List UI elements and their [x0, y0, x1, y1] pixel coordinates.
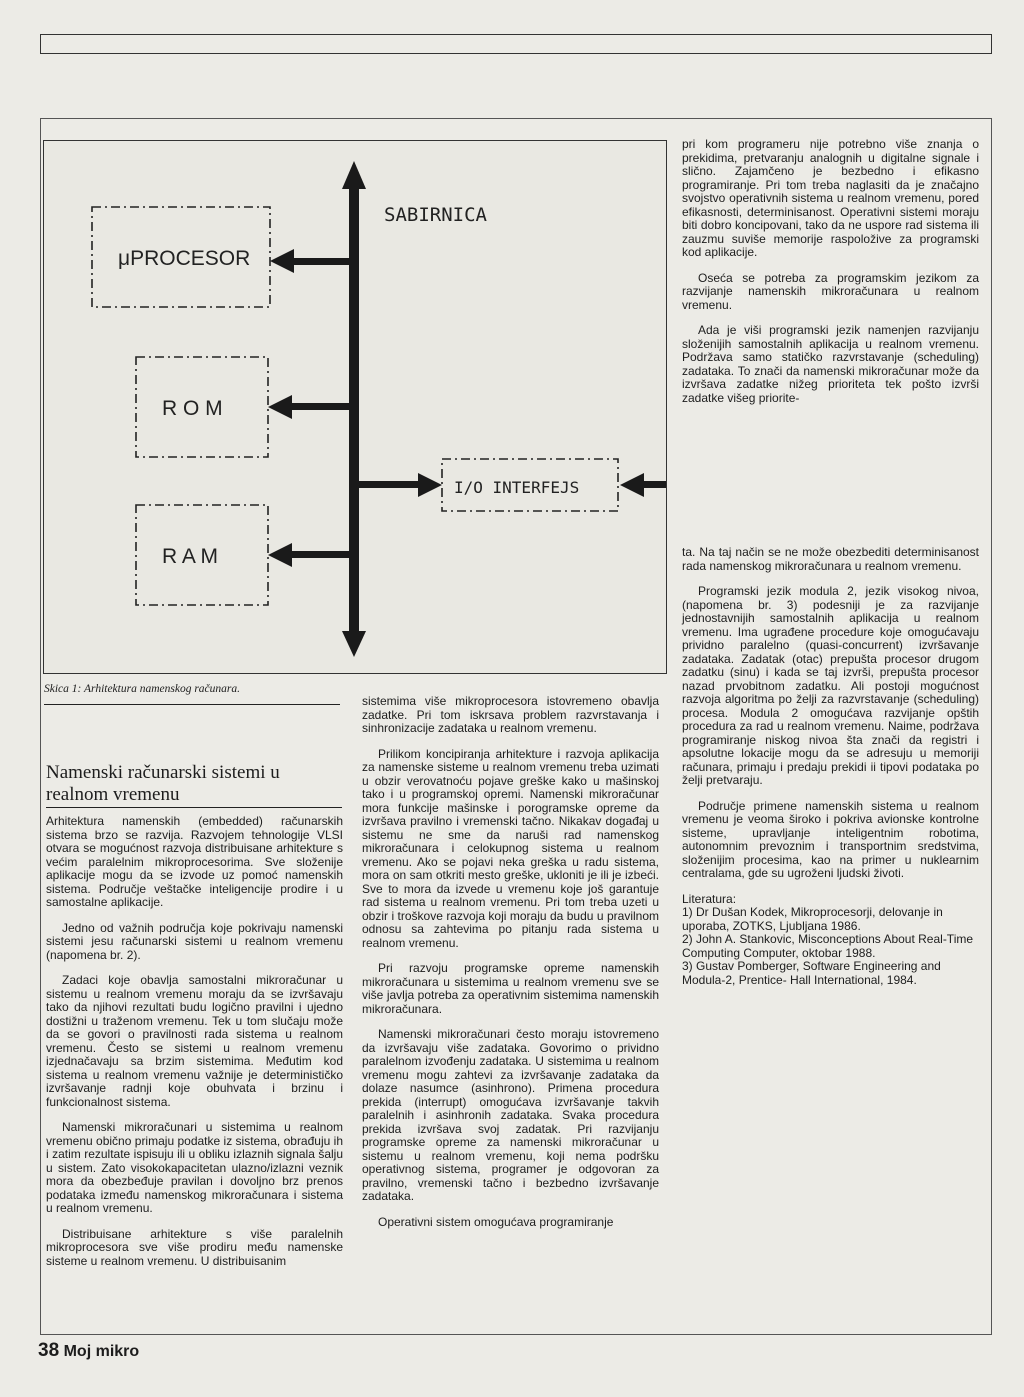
top-frame	[40, 34, 992, 54]
paragraph: ta. Na taj način se ne može obezbediti determinisanost rada namenskog mikroračunara u realnom vremenu.	[682, 545, 979, 573]
paragraph: Arhitektura namenskih (embedded) računarskih sistema brzo se razvija. Razvojem tehnologije VLSI otvara se mogućnost razvoja distribuisane arhitekture s većim paralelnim mikroprocesorima. Sve složenije aplikacije mogu da se izvode uz pomoć namenskih sistema. Područje veštačke inteligencije prodire i u samostalne aplikacije.	[46, 814, 343, 909]
paragraph: Područje primene namenskih sistema u realnom vremenu je veoma široko i pokriva avionske kontrolne sisteme, upravljanje inteligentnim robotima, autonomnim prevoznim i transportnim sredstvima, složenijim procesima, kao na primer u nuklearnim centralama, gde su ugroženi ljudski životi.	[682, 798, 979, 880]
bus-arrow-top	[342, 161, 366, 189]
ext-arrow-left	[620, 473, 644, 497]
paragraph: Distribuisane arhitekture s više paralelnih mikroprocesora sve više prodiru među namenske sisteme u realnom vremenu. U distribuisanim	[46, 1226, 343, 1268]
caption-divider	[44, 704, 340, 705]
paragraph: pri kom programeru nije potrebno više znanja o prekidima, pretvaranju analognih u digitalne signale i slično. Zajamčeno je bezbedno i efikasno programiranje. Pri tom treba naglasiti da je značajno svojstvo operativnih sistema u realnom vremenu, pored efikasnosti, determinisanost. Operativni sistemi moraju biti dobro koncipovani, tako da ne uspore rad sistema ili zauzmu suviše memorije raspoložive za programski kod aplikacije.	[682, 137, 979, 259]
cpu-label: μPROCESOR	[118, 247, 251, 270]
literature-item: 2) John A. Stankovic, Misconceptions About Real-Time Computing Computer, oktobar 1988.	[682, 932, 974, 960]
literature-list	[682, 893, 979, 988]
paragraph: sistemima više mikroprocesora istovremeno obavlja zadatke. Pri tom iskrsava problem razvrstavanja i sinhronizacije zadataka u realnom vremenu.	[362, 694, 659, 735]
column-3-top	[682, 138, 979, 417]
io-arrowhead	[418, 473, 442, 497]
rom-arrowhead	[268, 395, 292, 419]
paragraph: Programski jezik modula 2, jezik visokog nivoa, (napomena br. 3) podesniji je za razvijanje jednostavnijih samostalnih aplikacija u realnom vremenu. Ima ugrađene procedure koje omogućavaju prividno paralelno (quasi-concurrent) izvršavanje zadataka. Zadatak (otac) prepušta procesor drugom zadatku (sinu) i kada se taj izvrši, prepušta procesor nazad prvobitnom zadatku. Ali postoji mogućnost razvoja algoritma po želji za razvrstavanje (scheduling) procesa. Modula 2 omogućava razvijanje opštih procedura za rad u realnom vremenu. Naime, podržava programiranje niskog nivoa šta znači da registri i apsolutne lokacije mogu da se adresuju u memoriji računara, primaju i predaju prekidi ii tipovi podataka po želji pretvaraju.	[682, 584, 979, 787]
io-connector	[356, 481, 422, 488]
ram-arrowhead	[268, 543, 292, 567]
column-2	[362, 695, 659, 1241]
literature-item: 1) Dr Dušan Kodek, Mikroprocesorji, delovanje in uporaba, ZOTKS, Ljubljana 1986.	[682, 905, 943, 933]
paragraph: Oseća se potreba za programskim jezikom za razvijanje namenskih mikroračunara u realnom vremenu.	[682, 270, 979, 312]
literature-title: Literatura:	[682, 891, 737, 906]
bus-label: SABIRNICA	[384, 204, 487, 226]
column-3-bottom	[682, 546, 979, 987]
literature-item: 3) Gustav Pomberger, Software Engineering and Modula-2, Prentice- Hall International, 1984.	[682, 959, 941, 987]
paragraph: Namenski mikroračunari u sistemima u realnom vremenu obično primaju podatke iz sistema, obrađuju ih i zatim rezultate ispisuju ili u obliku izlaznih signala šalju u sistem. Zato visokokapacitetan ulazno/izlazni veznik mora da obezbeđuje pravilan i dovoljno brz prenos podataka između namenskog mikroračunara i sistema u realnom vremenu.	[46, 1120, 343, 1215]
ram-connector	[290, 551, 352, 558]
article-headline: Namenski računarski sistemi u realnom vremenu	[46, 762, 280, 805]
paragraph: Ada je viši programski jezik namenjen razvijanju složenijih samostalnih aplikacija u realnom vremenu. Podržava samo statičko razvrstavanje (scheduling) zadataka. To znači da namenski mikroračunar može da izvršava zadatke nižeg prioriteta tek pošto izvrši zadatke višeg priorite-	[682, 323, 979, 405]
paragraph: Namenski mikroračunari često moraju istovremeno da izvršavaju više zadataka. Govorimo o prividno paralelnom izvođenju zadataka. U sistemima u realnom vremenu mogu zahtevi za izvršavanje zadataka da dolaze nasumce (asinhrono). Primena procedura prekida (interrupt) omogućava izvršavanje takvih paralelnih i asinhronih zadataka. Svaka procedura prekida izvršava svoj zadatak. Pri razvijanju programske opreme za namenski mikroračunar u sistemu u realnom vremenu, koji nema podršku operativnog sistema, programer je odgovoran za pravilno, vremenski tačno i bezbedno izvršavanje zadataka.	[362, 1027, 659, 1203]
rom-connector	[290, 403, 352, 410]
ext-connector	[642, 481, 666, 488]
bus-arrow-bottom	[342, 631, 366, 657]
figure-caption: Skica 1: Arhitektura namenskog računara.	[44, 683, 241, 695]
headline-divider	[46, 807, 342, 808]
column-1	[46, 815, 343, 1280]
architecture-diagram	[43, 140, 667, 674]
cpu-connector	[292, 258, 352, 265]
page-number: 38	[38, 1340, 60, 1361]
cpu-arrowhead	[270, 249, 294, 273]
magazine-name: Moj mikro	[63, 1343, 140, 1360]
paragraph: Zadaci koje obavlja samostalni mikroračunar u sistemu u realnom vremenu moraju da se izvršavaju tako da njihovi rezultati budu logično pravilni i ujedno dostižni u traženom vremenu. Tek u tom slučaju može da se govori o pravilnosti rada sistema u realnom vremenu. Često se sistemi u realnom vremenu izjednačavaju sa brzim sistemima. Međutim kod sistema u realnom vremenu važnije je determinističko izvršavanje radnji koje obuhvata i brzinu i funkcionalnost sistema.	[46, 973, 343, 1109]
diagram-canvas	[44, 141, 666, 673]
bus-line	[349, 187, 359, 635]
io-label: I/O INTERFEJS	[454, 478, 580, 497]
paragraph: Prilikom koncipiranja arhitekture i razvoja aplikacija za namenske sisteme u realnom vremenu treba uzimati u obzir verovatnoću pojave greške kako u mašinskoj tako i u programskoj opremi. Namenski mikroračunar mora funkcije mašinske i porogramske opreme da izvršava pravilno i vremenski tačno. Nikakav događaj u sistemu ne sme da naruši rad namenskog mikroračunara i celokupnog sistema u realnom vremenu. Ako se pojavi neka greška u radu sistema, mora on sam otkriti mesto greške, ukloniti je ili je izbeći. Sve to mora da izvede u vremenu koje još garantuje rad sistema u realnom vremenu. Pri tom treba uzeti u obzir i troškove razvoja koji moraju da budu u pravilnom odnosu sa zahtevima po pitanju rada sistema u realnom vremenu.	[362, 746, 659, 950]
paragraph: Operativni sistem omogućava programiranje	[378, 1214, 614, 1229]
page-footer	[38, 1340, 139, 1362]
paragraph: Jedno od važnih područja koje pokrivaju namenski sistemi jesu računarski sistemi u realnom vremenu (napomena br. 2).	[46, 920, 343, 962]
rom-label: R O M	[162, 397, 223, 420]
ram-label: R A M	[162, 545, 219, 568]
paragraph: Pri razvoju programske opreme namenskih mikroračunara u sistemima u realnom vremenu sve se više javlja potreba za operativnim sistemima namenskih mikroračunara.	[362, 961, 659, 1016]
